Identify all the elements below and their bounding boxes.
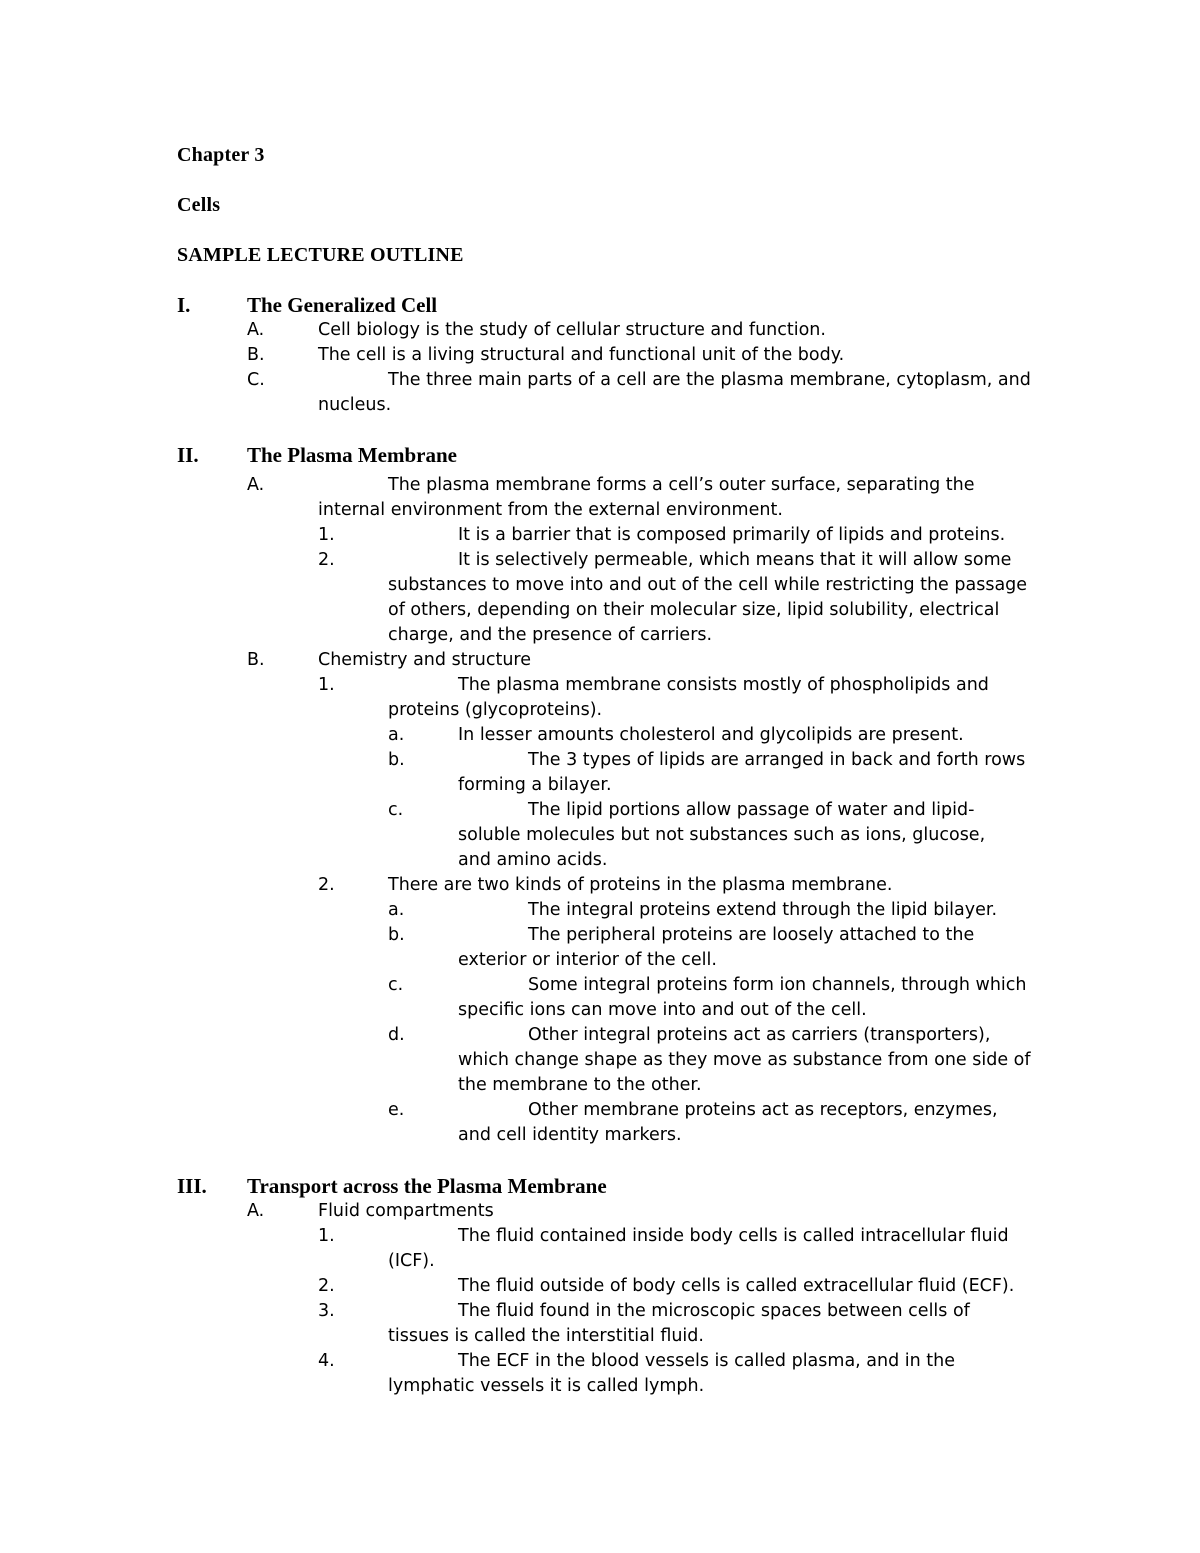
subsubitem-text: Some integral proteins form ion channels, through which specific ions can move into and out of the cell. [458, 975, 1027, 1020]
section-heading: The Generalized Cell [247, 293, 438, 317]
subsubitem-label: c. [388, 975, 404, 995]
section-number: I. [177, 293, 191, 317]
item-text: Chemistry and structure [318, 650, 531, 670]
subitem-label: 4. [318, 1351, 335, 1371]
item-label: B. [247, 345, 265, 365]
subsubitem-text: The lipid portions allow passage of water and lipid-soluble molecules but not substances such as ions, glucose, and amino acids. [458, 800, 986, 870]
item-text: The cell is a living structural and functional unit of the body. [318, 345, 845, 365]
subitem-text: There are two kinds of proteins in the plasma membrane. [388, 875, 893, 895]
subitem-label: 2. [318, 875, 335, 895]
chapter-label: Chapter 3 [177, 144, 265, 166]
subsubitem-label: d. [388, 1025, 405, 1045]
item-text: Cell biology is the study of cellular structure and function. [318, 320, 826, 340]
subitem-text: The ECF in the blood vessels is called plasma, and in the lymphatic vessels it is called lymph. [388, 1351, 956, 1396]
subsubitem-label: a. [388, 900, 405, 920]
subitem-label: 2. [318, 1276, 335, 1296]
section-number: III. [177, 1174, 207, 1198]
subitem-text: The fluid found in the microscopic spaces between cells of tissues is called the interstitial fluid. [388, 1301, 970, 1346]
subitem-text: The fluid contained inside body cells is called intracellular fluid (ICF). [388, 1226, 1009, 1271]
subsubitem-label: c. [388, 800, 404, 820]
subitem-label: 2. [318, 550, 335, 570]
item-label: B. [247, 650, 265, 670]
subsubitem-text: The integral proteins extend through the lipid bilayer. [528, 900, 998, 920]
subitem-text: It is a barrier that is composed primarily of lipids and proteins. [458, 525, 1006, 545]
subitem-label: 1. [318, 1226, 335, 1246]
subsubitem-text: The 3 types of lipids are arranged in back and forth rows forming a bilayer. [458, 750, 1026, 795]
subsubitem-text: The peripheral proteins are loosely attached to the exterior or interior of the cell. [458, 925, 975, 970]
item-label: A. [247, 475, 265, 495]
subsubitem-label: b. [388, 750, 405, 770]
subitem-text: The plasma membrane consists mostly of phospholipids and proteins (glycoproteins). [388, 675, 989, 720]
subitem-label: 3. [318, 1301, 335, 1321]
subitem-text: The fluid outside of body cells is called extracellular fluid (ECF). [458, 1276, 1015, 1296]
item-text: Fluid compartments [318, 1201, 494, 1221]
subitem-label: 1. [318, 675, 335, 695]
subsubitem-label: e. [388, 1100, 405, 1120]
subsubitem-text: Other membrane proteins act as receptors, enzymes, and cell identity markers. [458, 1100, 998, 1145]
subsubitem-text: Other integral proteins act as carriers (transporters), which change shape as they move as substance from one side of the membrane to the other. [458, 1025, 1031, 1095]
chapter-title: Cells [177, 194, 221, 216]
subsubitem-label: b. [388, 925, 405, 945]
outline-subtitle: SAMPLE LECTURE OUTLINE [177, 244, 464, 266]
section-heading: Transport across the Plasma Membrane [247, 1174, 607, 1198]
section-number: II. [177, 443, 199, 467]
subsubitem-text: In lesser amounts cholesterol and glycolipids are present. [458, 725, 964, 745]
item-text: The plasma membrane forms a cell’s outer surface, separating the internal environment from the external environment. [318, 475, 975, 520]
subitem-text: It is selectively permeable, which means that it will allow some substances to move into and out of the cell while restricting the passage of others, depending on their molecular size, lipid solubility, electrical charge, and the presence of carriers. [388, 550, 1028, 645]
subsubitem-label: a. [388, 725, 405, 745]
section-heading: The Plasma Membrane [247, 443, 457, 467]
subitem-label: 1. [318, 525, 335, 545]
item-label: A. [247, 320, 265, 340]
item-text: The three main parts of a cell are the plasma membrane, cytoplasm, and nucleus. [318, 370, 1031, 415]
item-label: C. [247, 370, 265, 390]
item-label: A. [247, 1201, 265, 1221]
